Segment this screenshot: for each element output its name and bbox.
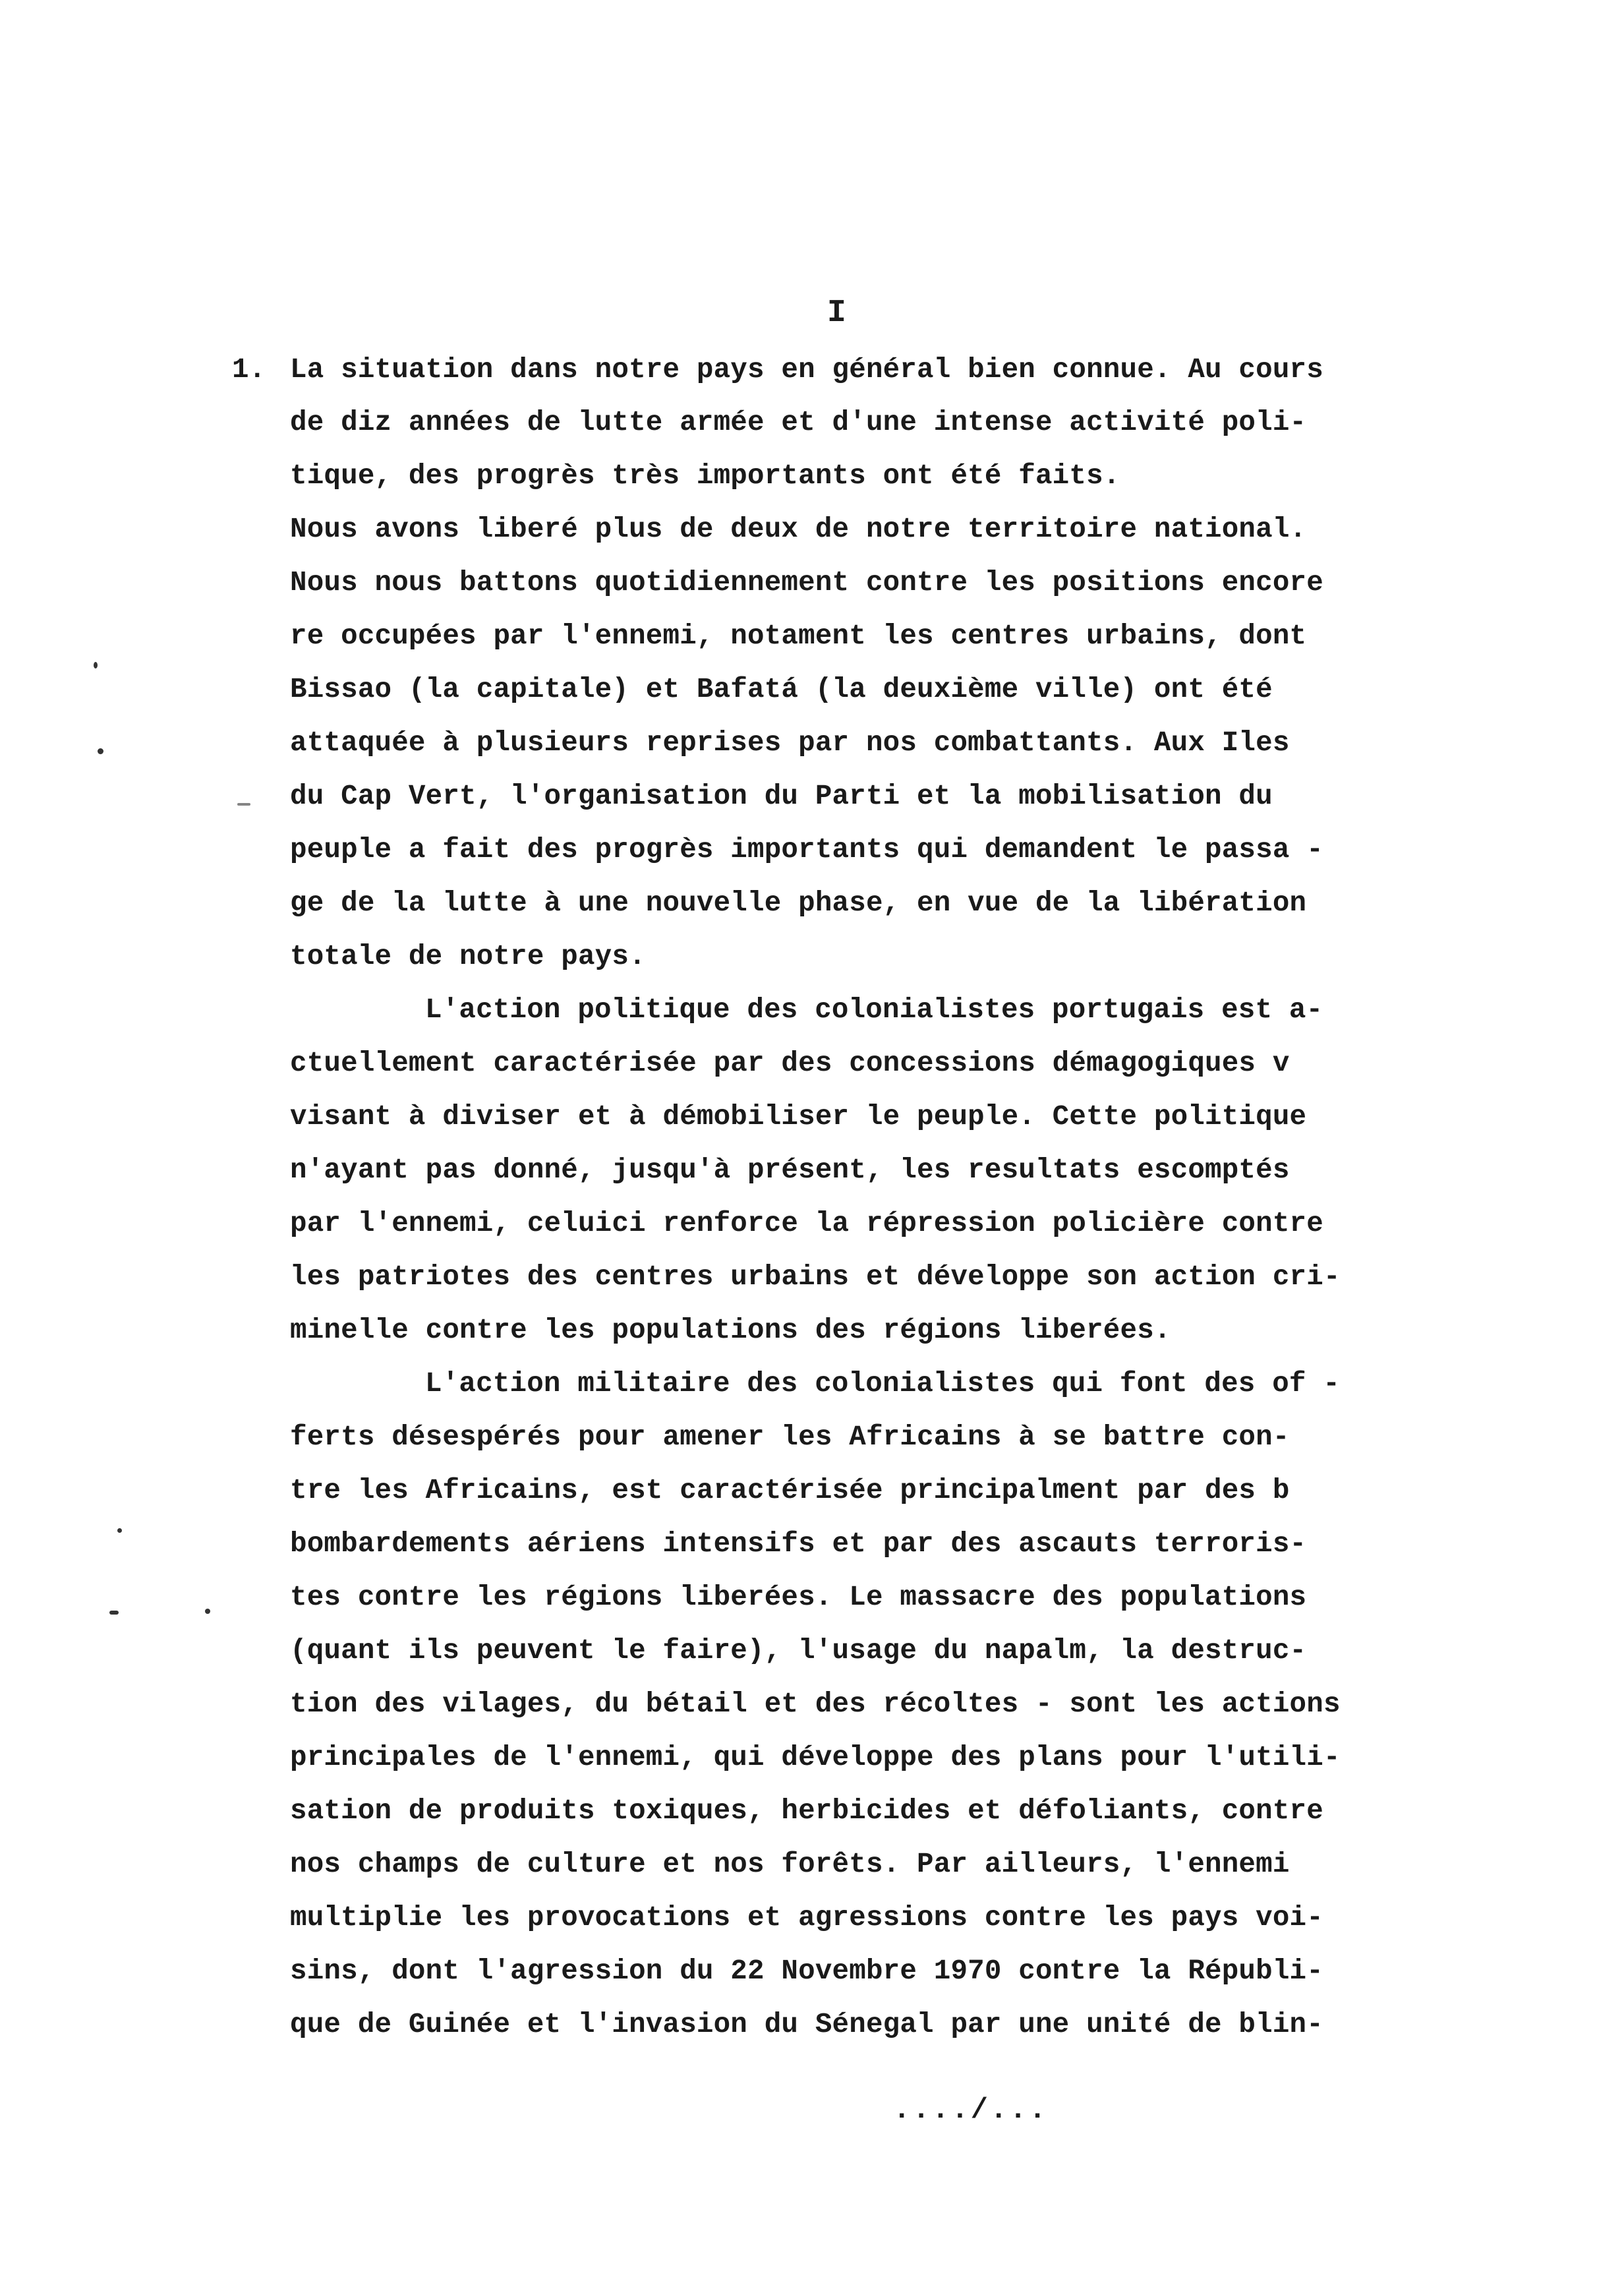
text-line: Bissao (la capitale) et Bafatá (la deuxième ville) ont été xyxy=(290,674,1273,705)
text-line: re occupées par l'ennemi, notament les centres urbains, dont xyxy=(290,620,1307,652)
text-line: (quant ils peuvent le faire), l'usage du napalm, la destruc- xyxy=(290,1635,1307,1667)
text-line: totale de notre pays. xyxy=(290,941,646,972)
text-line: L'action politique des colonialistes portugais est a- xyxy=(425,994,1323,1026)
text-line: tion des vilages, du bétail et des récoltes - sont les actions xyxy=(290,1688,1341,1720)
text-line: par l'ennemi, celuici renforce la répression policière contre xyxy=(290,1208,1323,1239)
continuation-marker: ..../... xyxy=(893,2094,1049,2127)
text-line: bombardements aériens intensifs et par des ascauts terroris- xyxy=(290,1528,1307,1560)
scan-speck xyxy=(205,1609,210,1614)
text-line: les patriotes des centres urbains et développe son action cri- xyxy=(290,1261,1341,1293)
text-line: tre les Africains, est caractérisée principalment par des b xyxy=(290,1475,1290,1506)
scan-speck xyxy=(237,803,250,806)
text-line: sation de produits toxiques, herbicides et défoliants, contre xyxy=(290,1795,1323,1827)
scan-speck xyxy=(117,1528,122,1533)
text-line: visant à diviser et à démobiliser le peuple. Cette politique xyxy=(290,1101,1307,1133)
text-line: peuple a fait des progrès importants qui demandent le passa - xyxy=(290,834,1323,866)
text-line: L'action militaire des colonialistes qui font des of - xyxy=(425,1368,1341,1400)
text-line: Nous nous battons quotidiennement contre les positions encore xyxy=(290,567,1323,599)
text-line: de diz années de lutte armée et d'une intense activité poli- xyxy=(290,407,1307,438)
text-line: attaquée à plusieurs reprises par nos combattants. Aux Iles xyxy=(290,727,1290,759)
text-line: ge de la lutte à une nouvelle phase, en vue de la libération xyxy=(290,887,1307,919)
text-line: tique, des progrès très importants ont été faits. xyxy=(290,460,1120,492)
text-line: sins, dont l'agression du 22 Novembre 1970 contre la Républi- xyxy=(290,1955,1323,1987)
text-line: ctuellement caractérisée par des concessions démagogiques v xyxy=(290,1048,1290,1079)
text-line: que de Guinée et l'invasion du Sénegal par une unité de blin- xyxy=(290,2009,1323,2040)
text-line: nos champs de culture et nos forêts. Par ailleurs, l'ennemi xyxy=(290,1849,1290,1880)
scan-speck xyxy=(98,748,103,754)
text-line: La situation dans notre pays en général bien connue. Au cours xyxy=(290,354,1323,386)
page-number: I xyxy=(827,295,848,331)
item-number: 1. xyxy=(232,354,266,386)
text-line: principales de l'ennemi, qui développe des plans pour l'utili- xyxy=(290,1742,1341,1773)
text-line: du Cap Vert, l'organisation du Parti et la mobilisation du xyxy=(290,781,1273,812)
scan-speck xyxy=(94,662,98,669)
text-line: tes contre les régions liberées. Le massacre des populations xyxy=(290,1582,1307,1613)
text-line: n'ayant pas donné, jusqu'à présent, les resultats escomptés xyxy=(290,1154,1290,1186)
text-line: Nous avons liberé plus de deux de notre territoire national. xyxy=(290,514,1307,545)
text-line: multiplie les provocations et agressions contre les pays voi- xyxy=(290,1902,1323,1934)
text-line: minelle contre les populations des régions liberées. xyxy=(290,1315,1171,1346)
scan-speck xyxy=(109,1611,119,1615)
text-line: ferts désespérés pour amener les Africains à se battre con- xyxy=(290,1421,1290,1453)
